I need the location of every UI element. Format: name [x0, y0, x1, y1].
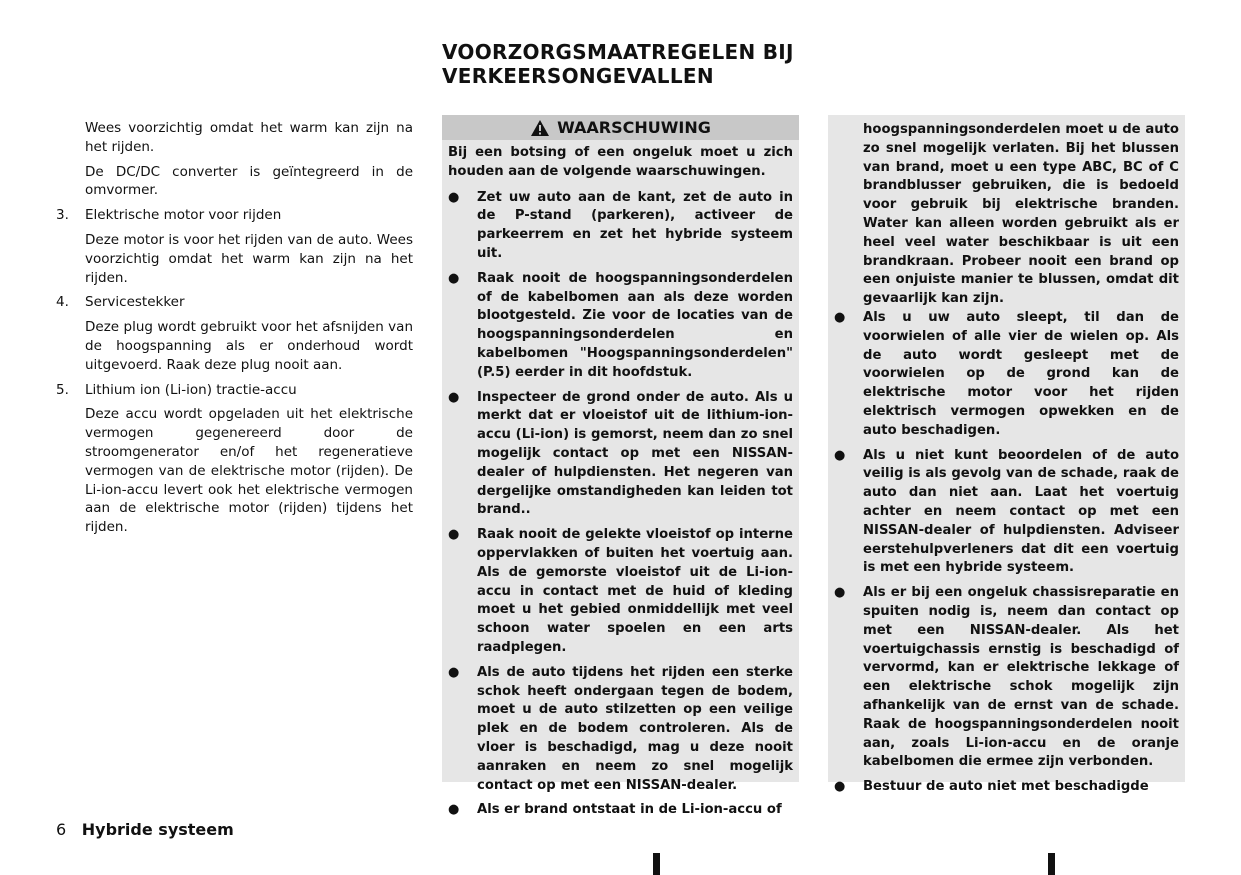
warning-bullet	[448, 189, 793, 264]
bullet-icon: ●	[448, 389, 460, 405]
warning-box-continued	[828, 115, 1185, 795]
bullet-text: Als er brand ontstaat in de Li-ion-accu of	[477, 802, 782, 818]
bullet-icon: ●	[448, 189, 460, 205]
bullet-text: Zet uw auto aan de kant, zet de auto in de P-stand (parkeren), activeer de parkeerrem en zet het hybride systeem uit.	[477, 189, 793, 261]
warning-body	[828, 115, 1185, 797]
warning-label: WAARSCHUWING	[557, 118, 711, 137]
item-number: 5.	[56, 381, 69, 398]
warning-bullet	[834, 584, 1179, 772]
item-number: 3.	[56, 207, 69, 224]
warning-body	[442, 140, 799, 820]
bullet-icon: ●	[448, 527, 460, 543]
warning-bullet	[448, 526, 793, 658]
section-title: Hybride systeem	[81, 820, 234, 839]
warning-header	[442, 115, 799, 140]
bullet-icon: ●	[834, 309, 846, 325]
page-number: 6	[56, 820, 67, 839]
page-footer	[56, 820, 234, 839]
paragraph: Deze accu wordt opgeladen uit het elektrische vermogen gegenereerd door de stroomgenerator en/of het regeneratieve vermogen van de elektrische motor (rijden). De Li-ion-accu levert ook het elektrische vermogen aan de elektrische motor (rijden) tijdens het rijden.	[85, 406, 413, 536]
bullet-icon: ●	[834, 585, 846, 601]
crop-mark	[653, 853, 660, 875]
left-column	[56, 119, 413, 537]
bullet-text: Als er bij een ongeluk chassisreparatie en spuiten nodig is, neem dan contact op met een NISSAN-dealer. Als het voertuigchassis ernstig is beschadigd of vervormd, kan er elektrische lekkage of een elektrische schok mogelijk zijn afhankelijk van de ernst van de schade. Raak de hoogspanningsonderdelen nooit aan, zoals Li-ion-accu en de oranje kabelbomen die ermee zijn verbonden.	[863, 585, 1179, 770]
item-title: Lithium ion (Li-ion) tractie-accu	[85, 381, 297, 398]
item-title: Elektrische motor voor rijden	[85, 207, 282, 224]
numbered-item	[56, 381, 413, 400]
warning-bullet	[448, 801, 793, 820]
item-title: Servicestekker	[85, 294, 185, 311]
bullet-icon: ●	[834, 779, 846, 795]
bullet-text: Als de auto tijdens het rijden een sterke schok heeft ondergaan tegen de bodem, moet u de auto stilzetten op een veilige plek en de bodem controleren. Als de vloer is beschadigd, mag u deze nooit aanraken en neem zo snel mogelijk contact op met een NISSAN-dealer.	[477, 664, 793, 793]
paragraph: Wees voorzichtig omdat het warm kan zijn na het rijden.	[85, 120, 413, 155]
warning-bullet	[448, 389, 793, 521]
bullet-icon: ●	[448, 802, 460, 818]
bullet-text: Raak nooit de hoogspanningsonderdelen of de kabelbomen aan als deze worden blootgesteld. Zie voor de locaties van de hoogspanningsonderdelen en kabelbomen "Hoogspanningsonderdelen" (P.5) eerder in dit hoofdstuk.	[477, 270, 793, 380]
warning-bullet	[448, 664, 793, 796]
bullet-text: Raak nooit de gelekte vloeistof op interne oppervlakken of buiten het voertuig aan. Als de gemorste vloeistof uit de Li-ion-accu in contact met de huid of kleding moet u het gebied onmiddellijk met veel schoon water spoelen en een arts raadplegen.	[477, 527, 793, 655]
warning-bullet	[834, 309, 1179, 441]
bullet-text: Als u uw auto sleept, til dan de voorwielen of alle vier de wielen op. Als de auto wordt gesleept met de voorwielen op de grond kan de elektrische motor voor het rijden elektrisch vermogen opwekken en de auto beschadigen.	[863, 309, 1179, 438]
paragraph: Deze motor is voor het rijden van de auto. Wees voorzichtig omdat het warm kan zijn na het rijden.	[85, 231, 413, 286]
bullet-icon: ●	[834, 447, 846, 463]
bullet-icon: ●	[448, 270, 460, 286]
paragraph: De DC/DC converter is geïntegreerd in de omvormer.	[85, 163, 413, 199]
paragraph: Deze plug wordt gebruikt voor het afsnijden van de hoogspanning als er onderhoud wordt uitgevoerd. Raak deze plug nooit aan.	[85, 319, 413, 373]
warning-box	[442, 115, 799, 818]
warning-intro: Bij een botsing of een ongeluk moet u zich houden aan de volgende waarschuwingen.	[448, 145, 793, 179]
bullet-continuation: hoogspanningsonderdelen moet u de auto zo snel mogelijk verlaten. Bij het blussen van brand, moet u een type ABC, BC of C brandblusser gebruiken, die is bedoeld voor gebruik bij elektrische branden. Water kan alleen worden gebruikt als er heel veel water beschikbaar is uit een brandkraan. Probeer nooit een brand op een onjuiste manier te blussen, omdat dit gevaarlijk kan zijn.	[863, 122, 1179, 307]
bullet-text: Inspecteer de grond onder de auto. Als u merkt dat er vloeistof uit de lithium-ion-accu (Li-ion) is gemorst, neem dan zo snel mogelijk contact op met een NISSAN-dealer of hulpdiensten. Het negeren van dergelijke omstandigheden kan leiden tot brand..	[477, 389, 793, 518]
numbered-item	[56, 293, 413, 312]
warning-bullet	[834, 778, 1179, 797]
item-number: 4.	[56, 294, 69, 311]
bullet-text: Bestuur de auto niet met beschadigde	[863, 779, 1149, 795]
warning-triangle-icon	[530, 119, 550, 137]
crop-mark	[1048, 853, 1055, 875]
warning-bullet	[448, 270, 793, 383]
bullet-icon: ●	[448, 664, 460, 680]
bullet-text: Als u niet kunt beoordelen of de auto veilig is als gevolg van de schade, raak de auto dan niet aan. Laat het voertuig achter en neem contact op met een NISSAN-dealer of hulpdiensten. Adviseer eerstehulpverleners dat dit een voertuig is met een hybride systeem.	[863, 447, 1179, 576]
warning-bullet	[834, 447, 1179, 579]
page-title: VOORZORGSMAATREGELEN BIJ VERKEERSONGEVALLEN	[442, 40, 794, 88]
numbered-item	[56, 206, 413, 225]
